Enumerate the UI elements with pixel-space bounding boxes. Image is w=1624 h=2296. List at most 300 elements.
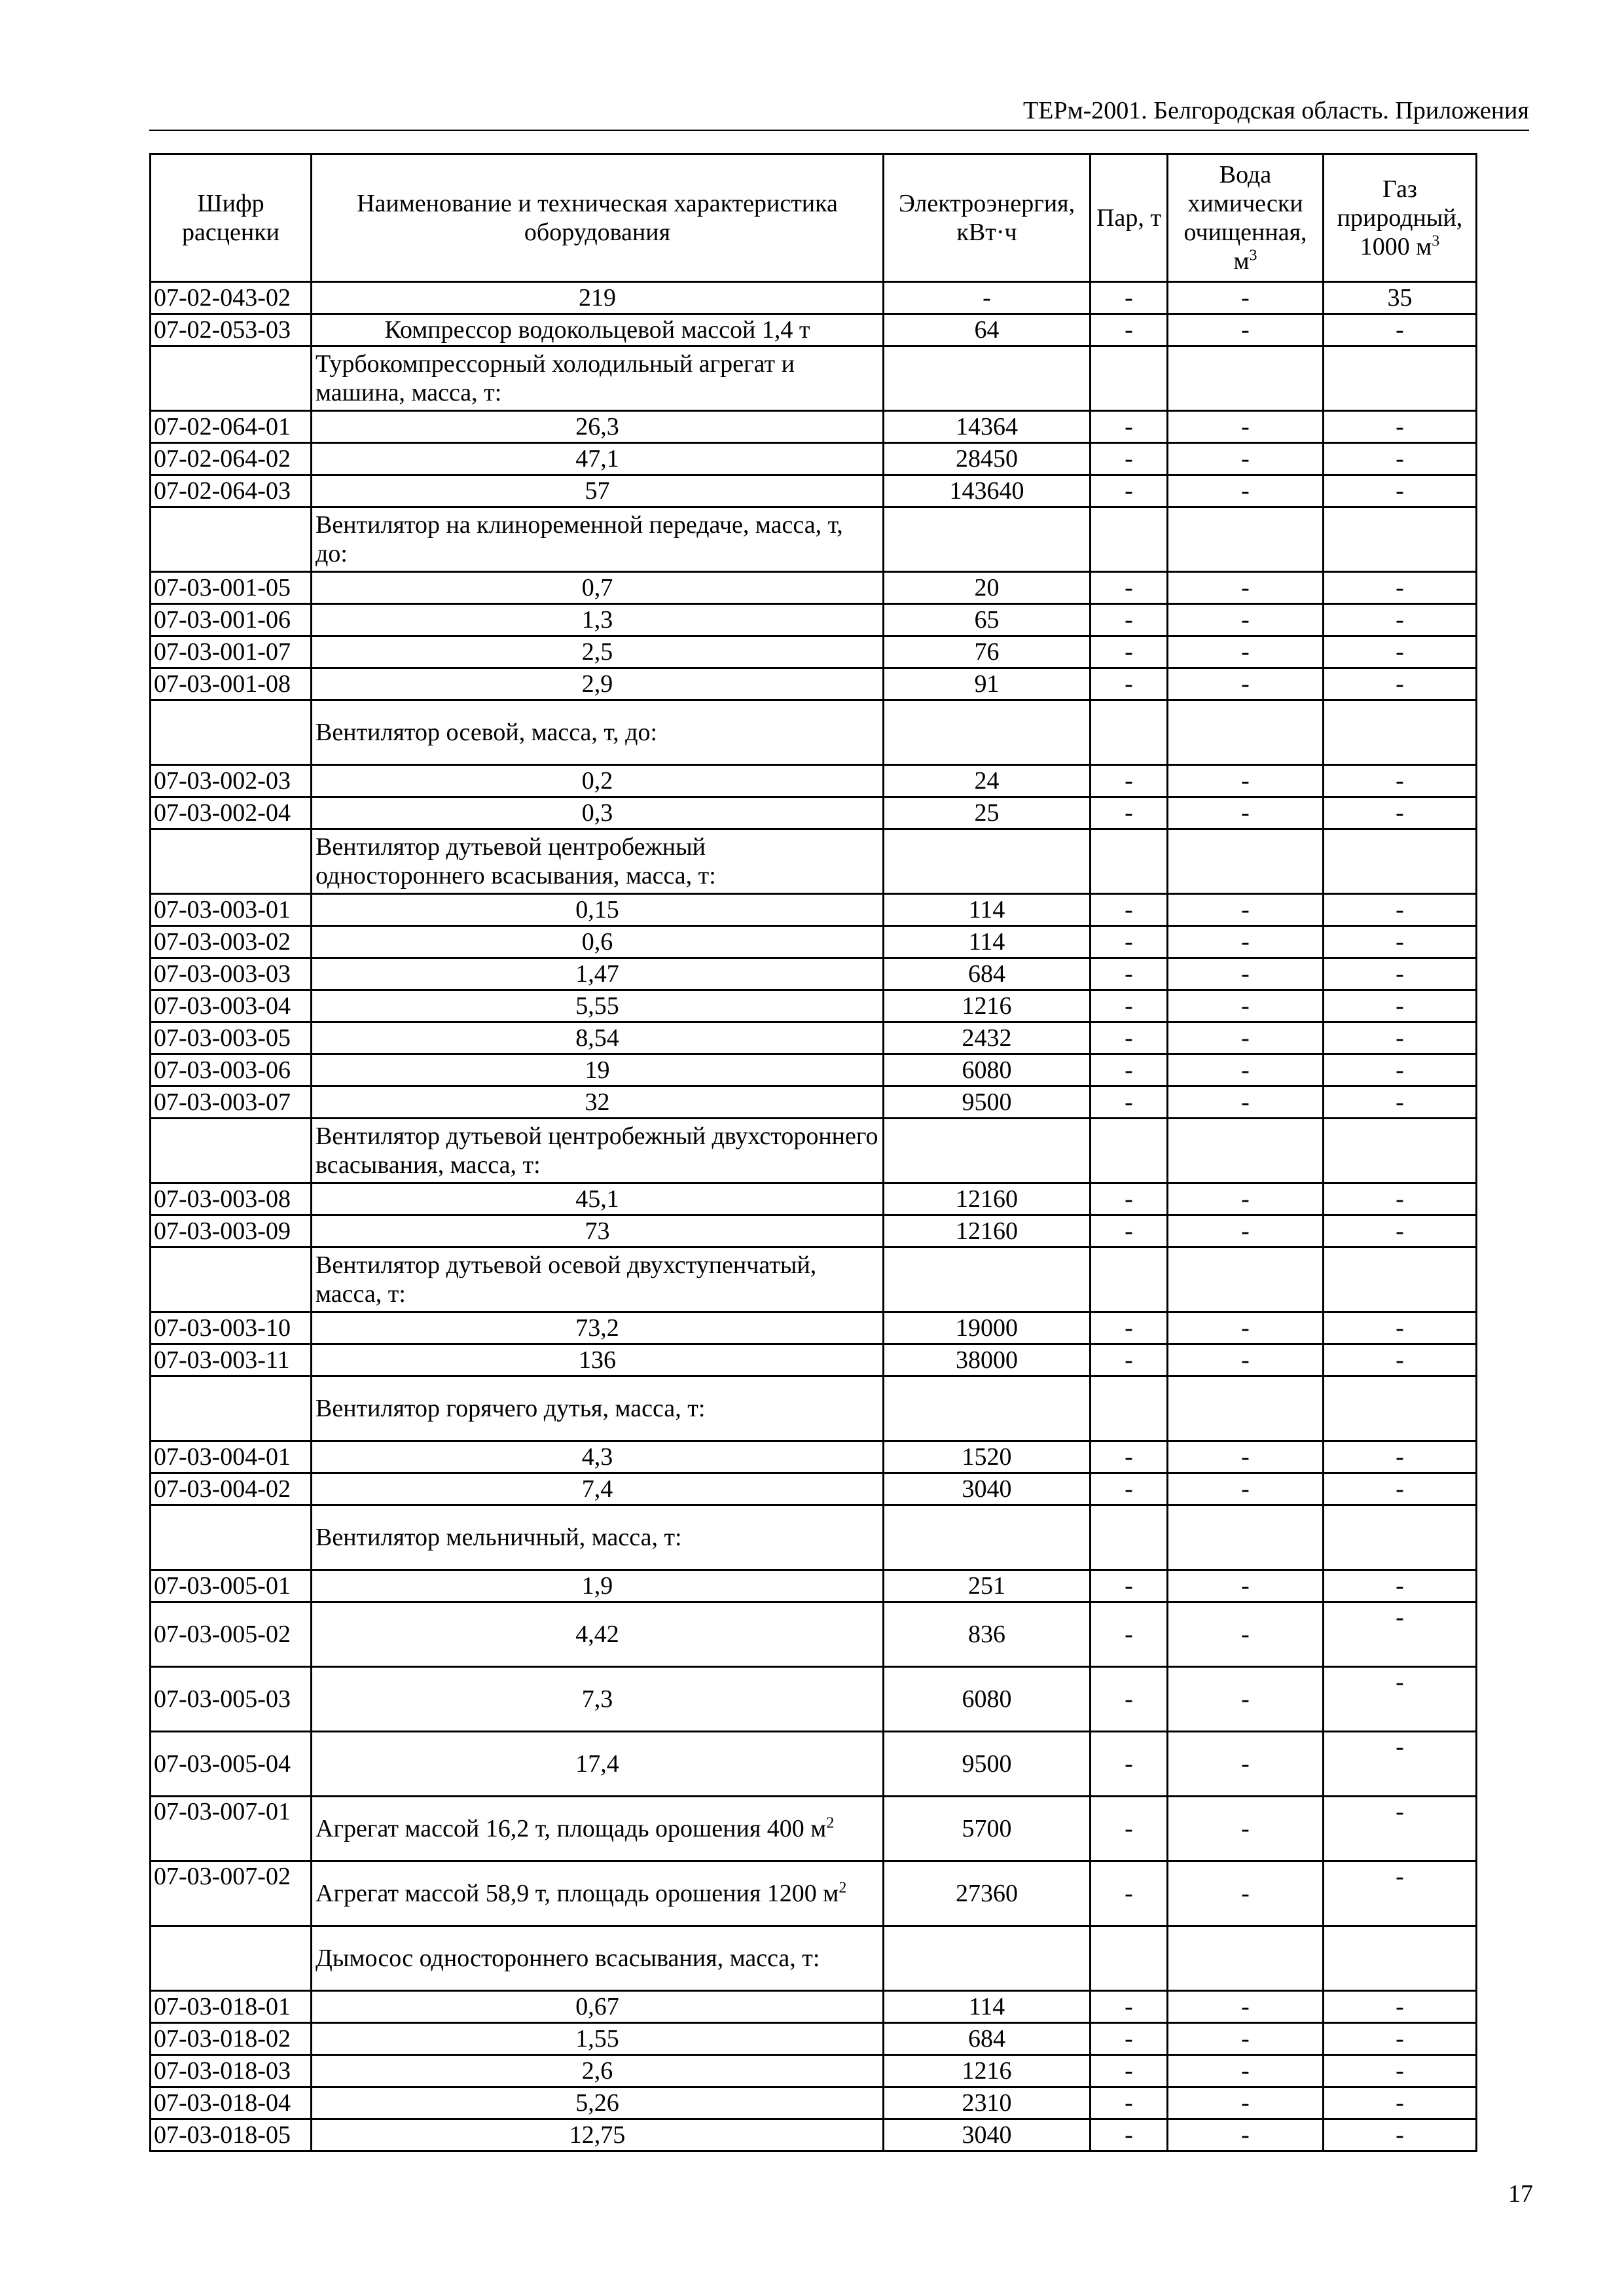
table-row	[151, 1861, 1477, 1926]
cell-steam: -	[1091, 668, 1168, 700]
cell-water	[1168, 1119, 1324, 1183]
cell-steam: -	[1091, 1667, 1168, 1732]
cell-electricity	[884, 700, 1091, 765]
cell-electricity: 12160	[884, 1183, 1091, 1215]
table-row	[151, 282, 1477, 314]
cell-name: 5,55	[312, 990, 884, 1022]
cell-steam: -	[1091, 990, 1168, 1022]
cell-water: -	[1168, 572, 1324, 604]
cell-code	[151, 1926, 312, 1991]
cell-name: 1,47	[312, 958, 884, 990]
cell-water: -	[1168, 1732, 1324, 1797]
section-title: Вентилятор дутьевой осевой двухступенчатый, масса, т:	[312, 1247, 884, 1312]
cell-steam: -	[1091, 958, 1168, 990]
cell-code: 07-03-003-10	[151, 1312, 312, 1344]
cell-steam: -	[1091, 765, 1168, 797]
cell-electricity	[884, 1119, 1091, 1183]
cell-water: -	[1168, 1312, 1324, 1344]
cell-steam: -	[1091, 1086, 1168, 1119]
table-row	[151, 1086, 1477, 1119]
cell-gas	[1324, 700, 1477, 765]
cell-steam	[1091, 700, 1168, 765]
section-title: Вентилятор мельничный, масса, т:	[312, 1505, 884, 1570]
cell-electricity: 684	[884, 958, 1091, 990]
table-row	[151, 990, 1477, 1022]
cell-electricity: 24	[884, 765, 1091, 797]
cell-name: 8,54	[312, 1022, 884, 1054]
cell-electricity	[884, 1926, 1091, 1991]
section-row	[151, 700, 1477, 765]
cell-steam: -	[1091, 1215, 1168, 1247]
cell-water: -	[1168, 1473, 1324, 1505]
table-row	[151, 1602, 1477, 1667]
cell-name: 4,42	[312, 1602, 884, 1667]
cell-water: -	[1168, 475, 1324, 507]
section-row	[151, 1376, 1477, 1441]
cell-gas: -	[1324, 411, 1477, 443]
cell-water: -	[1168, 668, 1324, 700]
cell-code: 07-03-003-02	[151, 926, 312, 958]
cell-electricity	[884, 346, 1091, 411]
table-row	[151, 926, 1477, 958]
cell-electricity: 9500	[884, 1086, 1091, 1119]
cell-steam: -	[1091, 475, 1168, 507]
cell-code: 07-02-064-01	[151, 411, 312, 443]
cell-gas: -	[1324, 958, 1477, 990]
table-row	[151, 958, 1477, 990]
cell-steam: -	[1091, 1441, 1168, 1473]
cell-gas: -	[1324, 2023, 1477, 2055]
table-row	[151, 443, 1477, 475]
cell-name: 1,55	[312, 2023, 884, 2055]
cell-electricity: 1520	[884, 1441, 1091, 1473]
cell-code: 07-02-043-02	[151, 282, 312, 314]
table-row	[151, 2055, 1477, 2087]
cell-gas: -	[1324, 1215, 1477, 1247]
cell-water	[1168, 1505, 1324, 1570]
cell-electricity: 114	[884, 926, 1091, 958]
cell-steam: -	[1091, 636, 1168, 668]
cell-gas: -	[1324, 443, 1477, 475]
cell-water: -	[1168, 1215, 1324, 1247]
cell-name: 0,15	[312, 894, 884, 926]
cell-gas: -	[1324, 1183, 1477, 1215]
cell-electricity: 1216	[884, 990, 1091, 1022]
section-row	[151, 346, 1477, 411]
table-row	[151, 1312, 1477, 1344]
table-row	[151, 2119, 1477, 2151]
cell-gas: -	[1324, 668, 1477, 700]
cell-code: 07-03-001-05	[151, 572, 312, 604]
cell-gas: -	[1324, 1441, 1477, 1473]
col-header-gas: Газ природный, 1000 $м^3$	[1324, 154, 1477, 282]
cell-name: 12,75	[312, 2119, 884, 2151]
section-title: Вентилятор на клиноременной передаче, масса, т, до:	[312, 507, 884, 572]
cell-code: 07-03-001-08	[151, 668, 312, 700]
cell-gas: -	[1324, 2119, 1477, 2151]
cell-water: -	[1168, 1570, 1324, 1602]
cell-code: 07-03-003-07	[151, 1086, 312, 1119]
cell-water: -	[1168, 1022, 1324, 1054]
cell-gas: -	[1324, 1473, 1477, 1505]
cell-name: 47,1	[312, 443, 884, 475]
cell-electricity: 91	[884, 668, 1091, 700]
cell-gas: -	[1324, 636, 1477, 668]
cell-name: 7,4	[312, 1473, 884, 1505]
cell-water: -	[1168, 894, 1324, 926]
cell-water: -	[1168, 1183, 1324, 1215]
cell-electricity: 3040	[884, 1473, 1091, 1505]
cell-water: -	[1168, 2055, 1324, 2087]
cell-gas: -	[1324, 1732, 1477, 1797]
cell-code: 07-03-005-01	[151, 1570, 312, 1602]
cell-code: 07-03-003-06	[151, 1054, 312, 1086]
cell-name: Компрессор водокольцевой массой 1,4 т	[312, 314, 884, 346]
cell-water: -	[1168, 990, 1324, 1022]
cell-gas: -	[1324, 1022, 1477, 1054]
cell-electricity: 3040	[884, 2119, 1091, 2151]
cell-water	[1168, 1247, 1324, 1312]
cell-name: 219	[312, 282, 884, 314]
cell-electricity: 114	[884, 1991, 1091, 2023]
cell-gas: -	[1324, 1797, 1477, 1861]
cell-steam: -	[1091, 1312, 1168, 1344]
section-row	[151, 829, 1477, 894]
cell-code: 07-03-018-05	[151, 2119, 312, 2151]
cell-water	[1168, 829, 1324, 894]
cell-gas	[1324, 1505, 1477, 1570]
cell-gas: -	[1324, 475, 1477, 507]
cell-name-superscript: 2	[839, 1879, 847, 1897]
cell-electricity: 38000	[884, 1344, 1091, 1376]
cell-electricity: 76	[884, 636, 1091, 668]
table-row	[151, 475, 1477, 507]
cell-steam: -	[1091, 572, 1168, 604]
cell-code	[151, 1119, 312, 1183]
cell-water: -	[1168, 926, 1324, 958]
col-header-water: Вода химически очищенная, $м^3$	[1168, 154, 1324, 282]
cell-electricity	[884, 1376, 1091, 1441]
cell-code: 07-03-004-01	[151, 1441, 312, 1473]
cell-electricity: 9500	[884, 1732, 1091, 1797]
section-row	[151, 1926, 1477, 1991]
cell-water: -	[1168, 314, 1324, 346]
cell-gas	[1324, 507, 1477, 572]
col-header-code: Шифр расценки	[151, 154, 312, 282]
cell-code: 07-03-004-02	[151, 1473, 312, 1505]
cell-name: 136	[312, 1344, 884, 1376]
table-row	[151, 2087, 1477, 2119]
cell-code: 07-03-003-05	[151, 1022, 312, 1054]
cell-gas: -	[1324, 765, 1477, 797]
cell-gas: -	[1324, 1054, 1477, 1086]
cell-gas: 35	[1324, 282, 1477, 314]
cell-name: 0,3	[312, 797, 884, 829]
section-title: Вентилятор осевой, масса, т, до:	[312, 700, 884, 765]
cell-water	[1168, 1376, 1324, 1441]
cell-water: -	[1168, 2119, 1324, 2151]
cell-code: 07-03-002-03	[151, 765, 312, 797]
table-row	[151, 636, 1477, 668]
table-row	[151, 2023, 1477, 2055]
cell-steam: -	[1091, 1797, 1168, 1861]
cell-code	[151, 507, 312, 572]
cell-electricity: 19000	[884, 1312, 1091, 1344]
col-header-steam: Пар, т	[1091, 154, 1168, 282]
cell-steam: -	[1091, 411, 1168, 443]
cell-water: -	[1168, 1797, 1324, 1861]
cell-steam: -	[1091, 1602, 1168, 1667]
cell-steam	[1091, 346, 1168, 411]
cell-name: 0,2	[312, 765, 884, 797]
cell-water	[1168, 346, 1324, 411]
cell-electricity: 836	[884, 1602, 1091, 1667]
cell-electricity: 251	[884, 1570, 1091, 1602]
cell-steam: -	[1091, 1022, 1168, 1054]
cell-gas: -	[1324, 1667, 1477, 1732]
cell-code	[151, 829, 312, 894]
cell-steam	[1091, 1926, 1168, 1991]
cell-name: 7,3	[312, 1667, 884, 1732]
cell-steam	[1091, 1247, 1168, 1312]
cell-water: -	[1168, 1667, 1324, 1732]
cell-steam: -	[1091, 2023, 1168, 2055]
cell-name: 26,3	[312, 411, 884, 443]
cell-water: -	[1168, 1991, 1324, 2023]
section-title: Вентилятор дутьевой центробежный двухстороннего всасывания, масса, т:	[312, 1119, 884, 1183]
cell-code: 07-03-002-04	[151, 797, 312, 829]
cell-electricity: 114	[884, 894, 1091, 926]
cell-electricity	[884, 1247, 1091, 1312]
cell-code: 07-03-003-01	[151, 894, 312, 926]
cell-gas: -	[1324, 1991, 1477, 2023]
cell-gas	[1324, 829, 1477, 894]
cell-steam	[1091, 1376, 1168, 1441]
cell-gas: -	[1324, 1086, 1477, 1119]
table-row	[151, 1183, 1477, 1215]
table-row	[151, 1797, 1477, 1861]
cell-water: -	[1168, 1054, 1324, 1086]
cell-water	[1168, 507, 1324, 572]
cell-code: 07-03-005-02	[151, 1602, 312, 1667]
table-row	[151, 797, 1477, 829]
cell-gas	[1324, 1247, 1477, 1312]
cell-code: 07-02-053-03	[151, 314, 312, 346]
cell-code: 07-03-018-02	[151, 2023, 312, 2055]
table-row	[151, 1344, 1477, 1376]
table-row	[151, 604, 1477, 636]
cell-water: -	[1168, 1344, 1324, 1376]
cell-steam: -	[1091, 1570, 1168, 1602]
cell-electricity: 6080	[884, 1667, 1091, 1732]
cell-code	[151, 346, 312, 411]
cell-water	[1168, 700, 1324, 765]
cell-steam: -	[1091, 2055, 1168, 2087]
section-row	[151, 1247, 1477, 1312]
cell-electricity: 2432	[884, 1022, 1091, 1054]
cell-gas: -	[1324, 1602, 1477, 1667]
cell-gas	[1324, 346, 1477, 411]
cell-name: 2,9	[312, 668, 884, 700]
cell-steam: -	[1091, 1183, 1168, 1215]
cell-code: 07-03-003-11	[151, 1344, 312, 1376]
cell-electricity	[884, 829, 1091, 894]
table-row	[151, 1473, 1477, 1505]
cell-electricity: 12160	[884, 1215, 1091, 1247]
cell-steam	[1091, 829, 1168, 894]
cell-water: -	[1168, 2087, 1324, 2119]
table-row	[151, 1054, 1477, 1086]
cell-steam: -	[1091, 1473, 1168, 1505]
cell-steam: -	[1091, 1861, 1168, 1926]
cell-code: 07-03-005-04	[151, 1732, 312, 1797]
cell-steam: -	[1091, 2087, 1168, 2119]
cell-steam: -	[1091, 1991, 1168, 2023]
cell-water: -	[1168, 765, 1324, 797]
cell-steam: -	[1091, 797, 1168, 829]
cell-name: 5,26	[312, 2087, 884, 2119]
cell-code: 07-03-005-03	[151, 1667, 312, 1732]
cell-electricity: 28450	[884, 443, 1091, 475]
cell-code	[151, 1376, 312, 1441]
cell-electricity: -	[884, 282, 1091, 314]
table-row	[151, 572, 1477, 604]
cell-name-text: Агрегат массой 58,9 т, площадь орошения 1200 м	[316, 1880, 839, 1907]
cell-name-text: Агрегат массой 16,2 т, площадь орошения 400 м	[316, 1815, 827, 1842]
section-title: Вентилятор дутьевой центробежный одностороннего всасывания, масса, т:	[312, 829, 884, 894]
cell-electricity: 2310	[884, 2087, 1091, 2119]
table-header-row	[151, 154, 1477, 282]
cell-steam: -	[1091, 1344, 1168, 1376]
cell-gas: -	[1324, 572, 1477, 604]
cell-gas: -	[1324, 1861, 1477, 1926]
cell-code: 07-03-001-06	[151, 604, 312, 636]
cell-code: 07-03-007-01	[151, 1797, 312, 1861]
cell-electricity: 5700	[884, 1797, 1091, 1861]
cell-code: 07-03-003-08	[151, 1183, 312, 1215]
cell-water: -	[1168, 282, 1324, 314]
cell-steam: -	[1091, 604, 1168, 636]
cell-electricity	[884, 1505, 1091, 1570]
cell-name	[312, 1797, 884, 1861]
cell-code: 07-03-003-03	[151, 958, 312, 990]
cell-steam	[1091, 1505, 1168, 1570]
col-header-electricity: Электроэнергия, кВт·ч	[884, 154, 1091, 282]
cell-code: 07-03-018-01	[151, 1991, 312, 2023]
cell-code	[151, 700, 312, 765]
cell-water	[1168, 1926, 1324, 1991]
section-row	[151, 507, 1477, 572]
cell-electricity: 1216	[884, 2055, 1091, 2087]
table-row	[151, 1022, 1477, 1054]
table-row	[151, 668, 1477, 700]
table-row	[151, 1732, 1477, 1797]
running-header: ТЕРм-2001. Белгородская область. Приложения	[149, 92, 1529, 131]
cell-name	[312, 1861, 884, 1926]
cell-name: 0,7	[312, 572, 884, 604]
cell-electricity: 65	[884, 604, 1091, 636]
cell-name: 57	[312, 475, 884, 507]
cell-gas: -	[1324, 604, 1477, 636]
cell-water: -	[1168, 443, 1324, 475]
cell-name: 32	[312, 1086, 884, 1119]
cell-name: 1,3	[312, 604, 884, 636]
cell-water: -	[1168, 1086, 1324, 1119]
cell-water: -	[1168, 1861, 1324, 1926]
cell-name: 0,67	[312, 1991, 884, 2023]
cell-name: 17,4	[312, 1732, 884, 1797]
cell-name: 73,2	[312, 1312, 884, 1344]
cell-name: 1,9	[312, 1570, 884, 1602]
cell-code: 07-03-018-03	[151, 2055, 312, 2087]
cell-water: -	[1168, 1441, 1324, 1473]
cell-code: 07-02-064-03	[151, 475, 312, 507]
cell-electricity: 143640	[884, 475, 1091, 507]
cell-water: -	[1168, 411, 1324, 443]
cell-code: 07-03-018-04	[151, 2087, 312, 2119]
page-number: 17	[1508, 2180, 1533, 2208]
section-title: Турбокомпрессорный холодильный агрегат и машина, масса, т:	[312, 346, 884, 411]
table-row	[151, 765, 1477, 797]
cell-gas: -	[1324, 894, 1477, 926]
table-row	[151, 1441, 1477, 1473]
cell-name: 19	[312, 1054, 884, 1086]
section-row	[151, 1119, 1477, 1183]
cell-name: 4,3	[312, 1441, 884, 1473]
cell-code	[151, 1247, 312, 1312]
cell-electricity: 6080	[884, 1054, 1091, 1086]
cell-name-superscript: 2	[826, 1814, 835, 1832]
table-row	[151, 894, 1477, 926]
cell-code	[151, 1505, 312, 1570]
resource-table	[149, 153, 1477, 2152]
cell-steam: -	[1091, 282, 1168, 314]
cell-name: 0,6	[312, 926, 884, 958]
cell-steam: -	[1091, 1054, 1168, 1086]
cell-water: -	[1168, 1602, 1324, 1667]
cell-water: -	[1168, 797, 1324, 829]
cell-gas: -	[1324, 797, 1477, 829]
cell-code: 07-03-001-07	[151, 636, 312, 668]
cell-electricity: 25	[884, 797, 1091, 829]
cell-steam	[1091, 1119, 1168, 1183]
cell-electricity	[884, 507, 1091, 572]
cell-steam: -	[1091, 894, 1168, 926]
cell-name: 45,1	[312, 1183, 884, 1215]
cell-name: 2,6	[312, 2055, 884, 2087]
cell-gas	[1324, 1376, 1477, 1441]
table-row	[151, 1570, 1477, 1602]
cell-electricity: 27360	[884, 1861, 1091, 1926]
cell-gas: -	[1324, 926, 1477, 958]
cell-steam: -	[1091, 443, 1168, 475]
cell-gas: -	[1324, 990, 1477, 1022]
cell-water: -	[1168, 958, 1324, 990]
col-header-name: Наименование и техническая характеристика оборудования	[312, 154, 884, 282]
cell-water: -	[1168, 604, 1324, 636]
cell-water: -	[1168, 636, 1324, 668]
table-row	[151, 314, 1477, 346]
cell-water: -	[1168, 2023, 1324, 2055]
cell-code: 07-02-064-02	[151, 443, 312, 475]
table-row	[151, 1991, 1477, 2023]
table-row	[151, 1215, 1477, 1247]
cell-steam: -	[1091, 314, 1168, 346]
cell-gas: -	[1324, 1344, 1477, 1376]
cell-code: 07-03-007-02	[151, 1861, 312, 1926]
cell-gas: -	[1324, 1312, 1477, 1344]
cell-electricity: 64	[884, 314, 1091, 346]
